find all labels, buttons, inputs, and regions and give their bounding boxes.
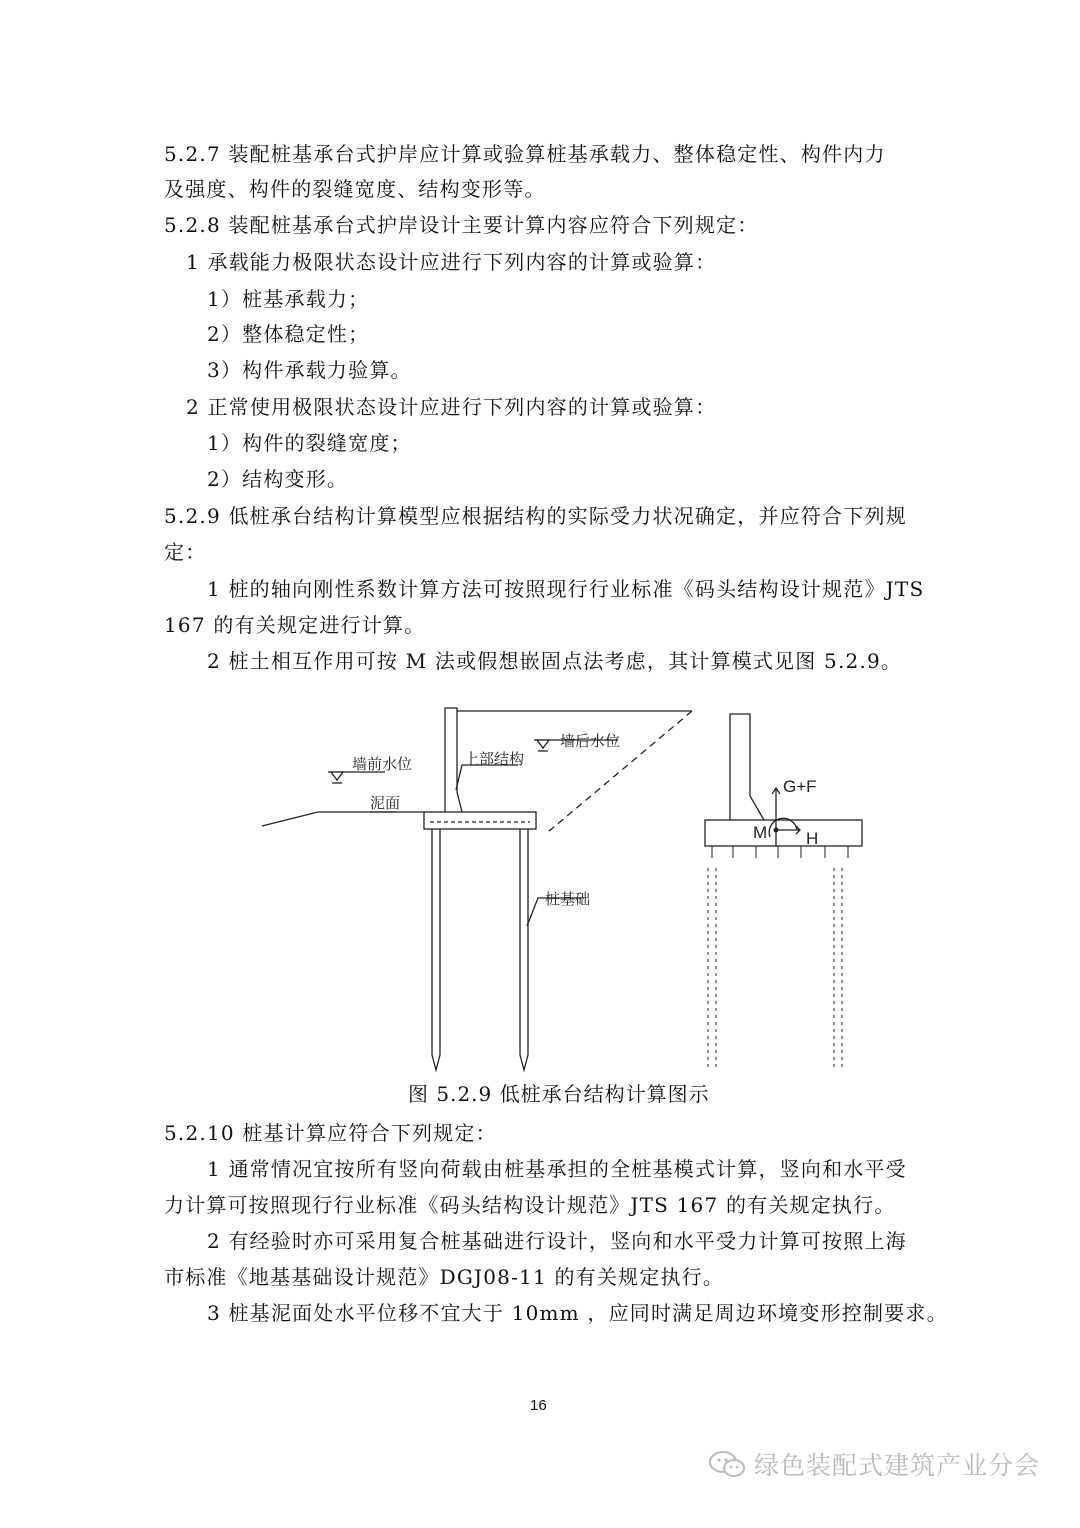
list-item: 2）结构变形。 (207, 467, 349, 491)
model-wall (730, 714, 764, 820)
model-springs (712, 846, 848, 858)
model-pile-right (834, 868, 842, 1070)
pile-left (432, 829, 440, 1070)
paragraph-line: 2 桩土相互作用可按 M 法或假想嵌固点法考虑，其计算模式见图 5.2.9。 (207, 649, 903, 673)
figure-caption: 图 5.2.9 低桩承台结构计算图示 (408, 1082, 710, 1106)
list-item: 3）构件承载力验算。 (207, 358, 412, 382)
label-back-water: 墙后水位 (560, 732, 621, 750)
mudline-line (262, 812, 424, 826)
wall-outline (445, 708, 462, 812)
list-item: 1）构件的裂缝宽度； (207, 431, 412, 455)
paragraph-line: 定： (164, 540, 207, 564)
list-item: 1 承载能力极限状态设计应进行下列内容的计算或验算： (186, 250, 717, 274)
paragraph-line: 1 通常情况宜按所有竖向荷载由桩基承担的全桩基模式计算，竖向和水平受 (207, 1157, 907, 1181)
wechat-icon (708, 1449, 746, 1479)
pile-cap (424, 812, 536, 829)
label-pile: 桩基础 (545, 890, 591, 908)
label-load-gf: G+F (783, 777, 817, 796)
label-front-water: 墙前水位 (352, 755, 413, 773)
figure-diagram (250, 700, 870, 1080)
watermark-text: 绿色装配式建筑产业分会 (754, 1451, 1041, 1480)
paragraph-line: 3 桩基泥面处水平位移不宜大于 10mm ，应同时满足周边环境变形控制要求。 (207, 1301, 948, 1325)
paragraph-line: 167 的有关规定进行计算。 (164, 613, 426, 637)
paragraph-line: 5.2.7 装配桩基承台式护岸应计算或验算桩基承载力、整体稳定性、构件内力 (164, 142, 886, 166)
list-item: 2）整体稳定性； (207, 322, 370, 346)
page-number: 16 (530, 1397, 547, 1414)
paragraph-line: 力计算可按照现行行业标准《码头结构设计规范》JTS 167 的有关规定执行。 (164, 1193, 896, 1217)
model-pile-left (708, 868, 716, 1070)
paragraph-line: 及强度、构件的裂缝宽度、结构变形等。 (164, 177, 546, 201)
list-item: 2 正常使用极限状态设计应进行下列内容的计算或验算： (186, 395, 717, 419)
model-cap (705, 820, 862, 846)
label-mudline: 泥面 (370, 794, 401, 812)
list-item: 1）桩基承载力； (207, 287, 370, 311)
watermark (708, 1444, 1040, 1484)
paragraph-line: 5.2.8 装配桩基承台式护岸设计主要计算内容应符合下列规定： (164, 213, 759, 237)
paragraph-line: 5.2.10 桩基计算应符合下列规定： (164, 1121, 497, 1145)
pile-right (520, 829, 528, 1070)
paragraph-line: 2 有经验时亦可采用复合桩基础进行设计，竖向和水平受力计算可按照上海 (207, 1229, 907, 1253)
paragraph-line: 市标准《地基基础设计规范》DGJ08-11 的有关规定执行。 (164, 1265, 725, 1289)
label-load-h: H (806, 829, 819, 848)
paragraph-line: 5.2.9 低桩承台结构计算模型应根据结构的实际受力状况确定，并应符合下列规 (164, 504, 907, 528)
label-superstructure: 上部结构 (464, 750, 525, 768)
front-water-symbol (328, 772, 346, 783)
paragraph-line: 1 桩的轴向刚性系数计算方法可按照现行行业标准《码头结构设计规范》JTS (207, 577, 925, 601)
label-load-m: M (753, 823, 768, 842)
back-water-symbol (534, 740, 552, 751)
